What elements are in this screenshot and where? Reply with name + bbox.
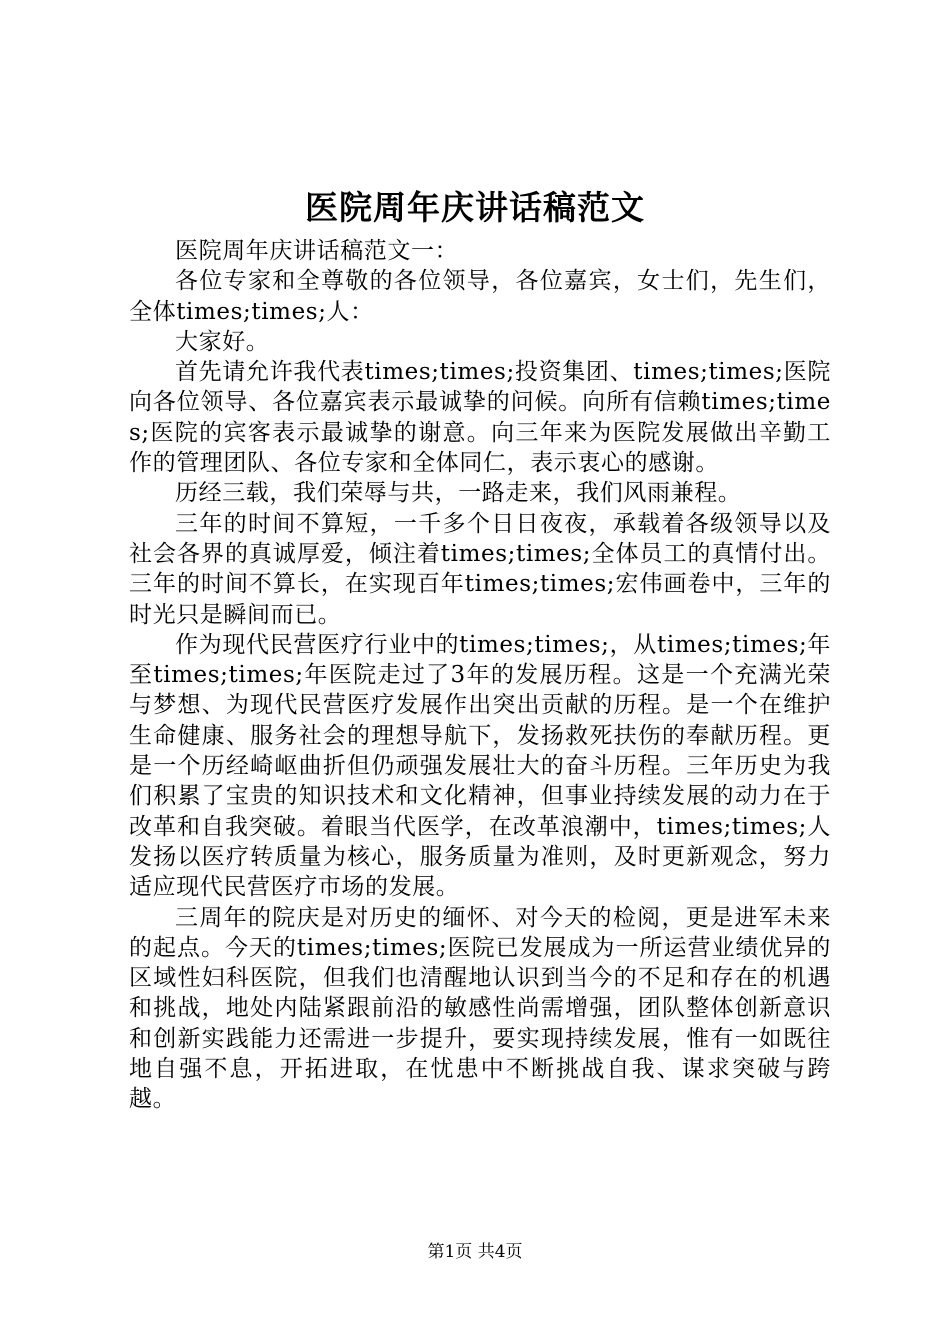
paragraph-salutation: 各位专家和全尊敬的各位领导，各位嘉宾，女士们，先生们，全体times;times;人： bbox=[129, 268, 831, 325]
paragraph-anniversary: 三周年的院庆是对历史的缅怀、对今天的检阅，更是进军未来的起点。今天的times;times;医院已发展成为一所运营业绩优异的区域性妇科医院，但我们也清醒地认识到当今的不足和存在的机遇和挑战，地处内陆紧跟前沿的敏感性尚需增强，团队整体创新意识和创新实践能力还需进一步提升，要实现持续发展，惟有一如既往地自强不息，开拓进取，在忧患中不断挑战自我、谋求突破与跨越。 bbox=[129, 904, 831, 1113]
paragraph-heading: 医院周年庆讲话稿范文一： bbox=[175, 238, 459, 264]
document-body bbox=[129, 236, 831, 1115]
paragraph-thanks: 首先请允许我代表times;times;投资集团、times;times;医院向各位领导、各位嘉宾表示最诚挚的问候。向所有信赖times;times;医院的宾客表示最诚挚的谢意。向三年来为医院发展做出辛勤工作的管理团队、各位专家和全体同仁，表示衷心的感谢。 bbox=[129, 359, 831, 477]
page-number-footer: 第1页 共4页 bbox=[427, 1242, 523, 1262]
paragraph-history: 作为现代民营医疗行业中的times;times;，从times;times;年至times;times;年医院走过了3年的发展历程。这是一个充满光荣与梦想、为现代民营医疗发展作出突出贡献的历程。是一个在维护生命健康、服务社会的理想导航下，发扬救死扶伤的奉献历程。更是一个历经崎岖曲折但仍顽强发展壮大的奋斗历程。三年历史为我们积累了宝贵的知识技术和文化精神，但事业持续发展的动力在于改革和自我突破。着眼当代医学，在改革浪潮中，times;times;人发扬以医疗转质量为核心，服务质量为准则，及时更新观念，努力适应现代民营医疗市场的发展。 bbox=[129, 631, 831, 901]
paragraph-three-years: 历经三载，我们荣辱与共，一路走来，我们风雨兼程。 bbox=[175, 480, 742, 507]
paragraph-greeting: 大家好。 bbox=[175, 328, 270, 355]
paragraph-time: 三年的时间不算短，一千多个日日夜夜，承载着各级领导以及社会各界的真诚厚爱，倾注着times;times;全体员工的真情付出。三年的时间不算长，在实现百年times;times;宏伟画卷中，三年的时光只是瞬间而已。 bbox=[129, 510, 831, 628]
page-title: 医院周年庆讲话稿范文 bbox=[305, 188, 645, 227]
